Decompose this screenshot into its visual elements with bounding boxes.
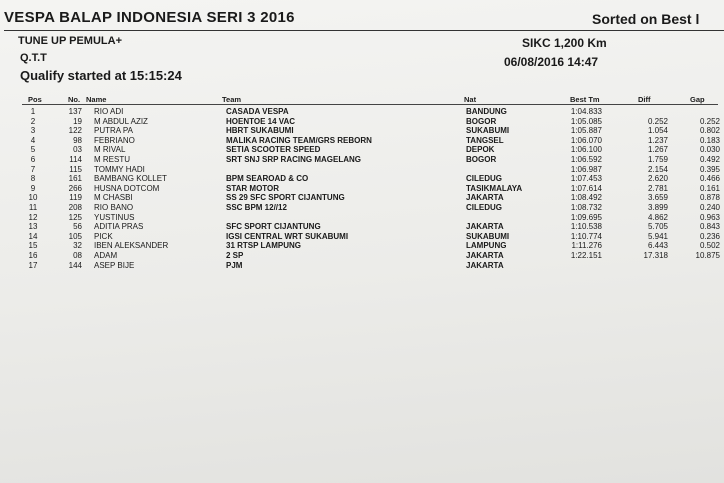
- event-title: VESPA BALAP INDONESIA SERI 3 2016: [4, 9, 295, 26]
- cell-team: SRT SNJ SRP RACING MAGELANG: [226, 155, 361, 164]
- cell-nat: SUKABUMI: [466, 126, 510, 136]
- cell-nat: JAKARTA: [466, 193, 504, 203]
- cell-best: 1:04.833: [570, 107, 602, 116]
- cell-gap: 0.492: [699, 155, 720, 164]
- cell-diff: 5.705: [647, 222, 668, 232]
- cell-pos: 6: [30, 155, 36, 164]
- cell-gap: 0.802: [699, 126, 720, 136]
- cell-nat: JAKARTA: [466, 260, 504, 270]
- cell-gap: 0.240: [699, 203, 720, 212]
- cell-best: 1:06.987: [570, 164, 602, 174]
- cell-name: M ABDUL AZIZ: [94, 116, 148, 126]
- cell-pos: 5: [30, 145, 36, 155]
- cell-nat: LAMPUNG: [466, 241, 507, 251]
- cell-best: 1:06.100: [570, 145, 602, 155]
- cell-no: 122: [68, 126, 82, 136]
- cell-diff: 1.054: [647, 126, 668, 136]
- cell-no: 161: [68, 174, 82, 184]
- cell-best: 1:10.774: [570, 231, 602, 241]
- cell-name: ADITIA PRAS: [94, 222, 144, 232]
- cell-no: 114: [69, 155, 82, 164]
- cell-team: IGSI CENTRAL WRT SUKABUMI: [226, 231, 349, 241]
- col-diff: Diff: [638, 95, 651, 104]
- cell-diff: 1.267: [647, 145, 668, 155]
- cell-pos: 15: [28, 241, 38, 251]
- cell-name: RIO ADI: [94, 107, 124, 116]
- cell-team: SFC SPORT CIJANTUNG: [226, 222, 321, 232]
- cell-diff: 1.759: [647, 155, 668, 164]
- cell-best: 1:06.592: [570, 155, 602, 164]
- header-divider: [22, 104, 718, 105]
- session-name: Q.T.T: [20, 52, 47, 64]
- cell-diff: 2.620: [647, 174, 668, 184]
- col-no: No.: [68, 95, 81, 104]
- cell-gap: 0.395: [699, 164, 720, 174]
- cell-nat: TASIKMALAYA: [466, 183, 523, 193]
- cell-name: RIO BANO: [94, 203, 134, 212]
- cell-nat: TANGSEL: [466, 135, 504, 145]
- title-bar: [4, 4, 724, 31]
- col-pos: Pos: [28, 95, 42, 104]
- cell-no: 125: [68, 212, 82, 222]
- cell-pos: 1: [30, 107, 36, 116]
- cell-pos: 4: [30, 135, 36, 145]
- cell-name: M RIVAL: [94, 145, 126, 155]
- cell-best: 1:09.695: [570, 212, 602, 222]
- cell-nat: DEPOK: [466, 145, 495, 155]
- cell-pos: 10: [28, 193, 38, 203]
- cell-nat: BANDUNG: [466, 107, 507, 116]
- cell-name: ADAM: [94, 251, 118, 260]
- class-name: TUNE UP PEMULA+: [18, 35, 123, 47]
- cell-pos: 3: [30, 126, 36, 136]
- cell-team: PJM: [226, 260, 243, 270]
- cell-no: 32: [73, 241, 82, 251]
- cell-no: 208: [68, 203, 82, 212]
- cell-best: 1:08.732: [570, 203, 602, 212]
- cell-nat: CILEDUG: [466, 203, 502, 212]
- cell-gap: 0.878: [699, 193, 720, 203]
- cell-name: BAMBANG KOLLET: [94, 174, 167, 184]
- cell-team: CASADA VESPA: [226, 107, 289, 116]
- cell-best: 1:07.614: [570, 183, 602, 193]
- cell-pos: 12: [28, 212, 38, 222]
- cell-no: 08: [73, 251, 82, 260]
- cell-pos: 7: [30, 164, 36, 174]
- cell-diff: 0.252: [647, 116, 668, 126]
- cell-no: 144: [68, 260, 82, 270]
- cell-team: MALIKA RACING TEAM/GRS REBORN: [226, 135, 372, 145]
- cell-best: 1:11.276: [571, 241, 602, 251]
- cell-diff: 17.318: [643, 251, 668, 260]
- cell-team: SSC BPM 12//12: [226, 203, 287, 212]
- cell-gap: 0.030: [699, 145, 720, 155]
- cell-pos: 8: [30, 174, 36, 184]
- cell-nat: BOGOR: [466, 116, 497, 126]
- cell-no: 56: [73, 222, 82, 232]
- cell-nat: JAKARTA: [466, 251, 504, 260]
- sort-label: Sorted on Best l: [592, 11, 700, 27]
- cell-diff: 4.862: [647, 212, 668, 222]
- cell-nat: JAKARTA: [466, 222, 504, 232]
- cell-diff: 5.941: [647, 231, 668, 241]
- cell-no: 266: [68, 183, 82, 193]
- cell-gap: 0.236: [699, 231, 720, 241]
- cell-gap: 0.161: [699, 183, 720, 193]
- cell-team: HOENTOE 14 VAC: [226, 116, 296, 126]
- cell-pos: 11: [28, 203, 38, 212]
- cell-best: 1:10.538: [570, 222, 602, 232]
- cell-best: 1:22.151: [570, 251, 602, 260]
- col-best: Best Tm: [570, 95, 600, 104]
- cell-pos: 9: [30, 183, 36, 193]
- cell-no: 115: [69, 164, 82, 174]
- cell-name: IBEN ALEKSANDER: [94, 241, 169, 251]
- cell-diff: 3.899: [647, 203, 668, 212]
- col-name: Name: [86, 95, 107, 104]
- circuit-info: SIKC 1,200 Km: [522, 36, 607, 50]
- cell-diff: 2.154: [647, 164, 668, 174]
- cell-pos: 14: [28, 231, 38, 241]
- cell-name: M RESTU: [94, 155, 130, 164]
- cell-no: 105: [68, 231, 82, 241]
- cell-best: 1:05.085: [570, 116, 602, 126]
- cell-best: 1:08.492: [570, 193, 602, 203]
- cell-diff: 2.781: [647, 183, 668, 193]
- cell-diff: 1.237: [647, 135, 668, 145]
- col-gap: Gap: [690, 95, 705, 104]
- cell-gap: 0.183: [699, 135, 720, 145]
- cell-gap: 10.875: [695, 251, 720, 260]
- print-datetime: 06/08/2016 14:47: [504, 55, 599, 69]
- col-nat: Nat: [464, 95, 477, 104]
- cell-no: 19: [73, 116, 82, 126]
- cell-no: 03: [73, 145, 82, 155]
- cell-nat: SUKABUMI: [466, 231, 510, 241]
- cell-name: TOMMY HADI: [94, 164, 145, 174]
- cell-team: BPM SEAROAD & CO: [226, 174, 309, 184]
- cell-name: FEBRIANO: [94, 135, 135, 145]
- cell-team: 2 SP: [226, 251, 244, 260]
- cell-pos: 13: [28, 222, 38, 232]
- cell-name: PUTRA PA: [94, 126, 133, 136]
- cell-diff: 6.443: [647, 241, 668, 251]
- cell-gap: 0.252: [699, 116, 720, 126]
- cell-gap: 0.963: [699, 212, 720, 222]
- cell-nat: CILEDUG: [466, 174, 502, 184]
- cell-team: SS 29 SFC SPORT CIJANTUNG: [226, 193, 345, 203]
- cell-name: ASEP BIJE: [94, 260, 135, 270]
- cell-team: 31 RTSP LAMPUNG: [226, 241, 301, 251]
- cell-no: 98: [73, 135, 82, 145]
- cell-diff: 3.659: [647, 193, 668, 203]
- cell-no: 137: [68, 107, 82, 116]
- cell-name: HUSNA DOTCOM: [94, 183, 160, 193]
- cell-best: 1:07.453: [570, 174, 602, 184]
- cell-gap: 0.502: [699, 241, 720, 251]
- col-team: Team: [222, 95, 242, 104]
- cell-team: HBRT SUKABUMI: [226, 126, 294, 136]
- cell-team: SETIA SCOOTER SPEED: [226, 145, 321, 155]
- cell-name: M CHASBI: [94, 193, 133, 203]
- cell-pos: 16: [28, 251, 38, 260]
- cell-pos: 2: [30, 116, 36, 126]
- cell-team: STAR MOTOR: [226, 183, 280, 193]
- qualify-start: Qualify started at 15:15:24: [20, 68, 182, 83]
- cell-name: YUSTINUS: [94, 212, 135, 222]
- cell-name: PICK: [94, 231, 113, 241]
- cell-no: 119: [69, 193, 82, 203]
- cell-nat: BOGOR: [466, 155, 497, 164]
- table-row: [0, 260, 724, 272]
- cell-gap: 0.843: [699, 222, 720, 232]
- cell-best: 1:05.887: [570, 126, 602, 136]
- cell-pos: 17: [28, 260, 38, 270]
- cell-best: 1:06.070: [570, 135, 602, 145]
- cell-gap: 0.466: [699, 174, 720, 184]
